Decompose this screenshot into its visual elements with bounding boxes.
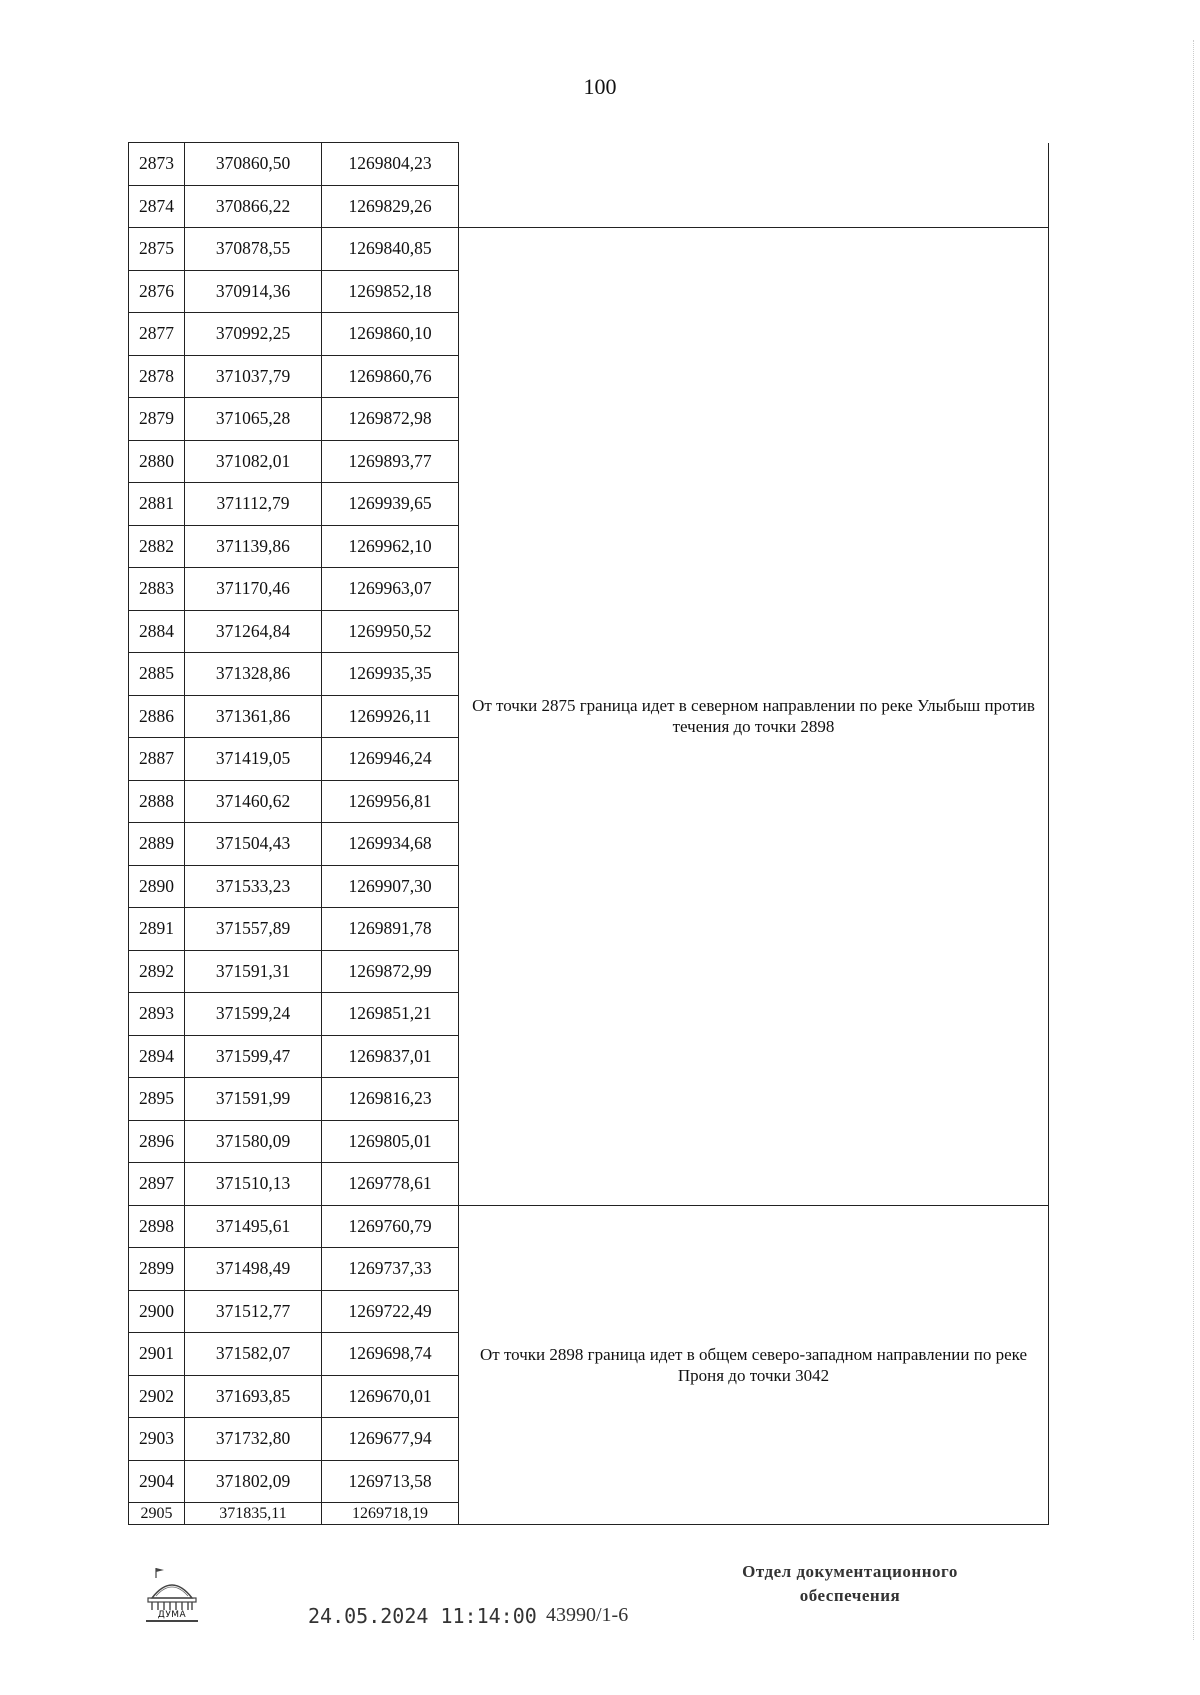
y-coordinate-cell: 1269926,11 [322,695,459,738]
x-coordinate-cell: 370992,25 [185,313,322,356]
point-number-cell: 2900 [129,1290,185,1333]
point-number-cell: 2878 [129,355,185,398]
logo-text: ДУМА [157,1610,187,1620]
x-coordinate-cell: 371580,09 [185,1120,322,1163]
y-coordinate-cell: 1269677,94 [322,1418,459,1461]
y-coordinate-cell: 1269713,58 [322,1460,459,1503]
x-coordinate-cell: 371557,89 [185,908,322,951]
point-number-cell: 2898 [129,1205,185,1248]
point-number-cell: 2905 [129,1503,185,1525]
department-line-1: Отдел документационного [742,1562,958,1581]
x-coordinate-cell: 371495,61 [185,1205,322,1248]
point-number-cell: 2885 [129,653,185,696]
point-number-cell: 2895 [129,1078,185,1121]
x-coordinate-cell: 371591,99 [185,1078,322,1121]
y-coordinate-cell: 1269872,99 [322,950,459,993]
table-row [129,143,1049,186]
point-number-cell: 2901 [129,1333,185,1376]
footer-datetime: 24.05.2024 11:14:00 [308,1604,537,1628]
x-coordinate-cell: 371802,09 [185,1460,322,1503]
coordinates-table [128,142,1049,1525]
y-coordinate-cell: 1269737,33 [322,1248,459,1291]
y-coordinate-cell: 1269778,61 [322,1163,459,1206]
y-coordinate-cell: 1269962,10 [322,525,459,568]
point-number-cell: 2888 [129,780,185,823]
y-coordinate-cell: 1269722,49 [322,1290,459,1333]
point-number-cell: 2896 [129,1120,185,1163]
x-coordinate-cell: 371835,11 [185,1503,322,1525]
x-coordinate-cell: 370878,55 [185,228,322,271]
x-coordinate-cell: 371264,84 [185,610,322,653]
point-number-cell: 2884 [129,610,185,653]
x-coordinate-cell: 371498,49 [185,1248,322,1291]
footer [0,1560,1200,1680]
x-coordinate-cell: 371361,86 [185,695,322,738]
point-number-cell: 2890 [129,865,185,908]
x-coordinate-cell: 371591,31 [185,950,322,993]
y-coordinate-cell: 1269891,78 [322,908,459,951]
boundary-description-cell [459,143,1049,228]
y-coordinate-cell: 1269840,85 [322,228,459,271]
point-number-cell: 2891 [129,908,185,951]
y-coordinate-cell: 1269934,68 [322,823,459,866]
point-number-cell: 2875 [129,228,185,271]
x-coordinate-cell: 370866,22 [185,185,322,228]
x-coordinate-cell: 370860,50 [185,143,322,186]
x-coordinate-cell: 371037,79 [185,355,322,398]
y-coordinate-cell: 1269956,81 [322,780,459,823]
boundary-description-cell: От точки 2875 граница идет в северном направлении по реке Улыбыш против течения до точки 2898 [459,228,1049,1206]
x-coordinate-cell: 371328,86 [185,653,322,696]
y-coordinate-cell: 1269805,01 [322,1120,459,1163]
point-number-cell: 2893 [129,993,185,1036]
x-coordinate-cell: 371533,23 [185,865,322,908]
y-coordinate-cell: 1269760,79 [322,1205,459,1248]
point-number-cell: 2886 [129,695,185,738]
y-coordinate-cell: 1269804,23 [322,143,459,186]
point-number-cell: 2889 [129,823,185,866]
y-coordinate-cell: 1269872,98 [322,398,459,441]
x-coordinate-cell: 371065,28 [185,398,322,441]
x-coordinate-cell: 371419,05 [185,738,322,781]
x-coordinate-cell: 371599,24 [185,993,322,1036]
y-coordinate-cell: 1269963,07 [322,568,459,611]
y-coordinate-cell: 1269837,01 [322,1035,459,1078]
x-coordinate-cell: 371693,85 [185,1375,322,1418]
x-coordinate-cell: 371599,47 [185,1035,322,1078]
x-coordinate-cell: 371582,07 [185,1333,322,1376]
y-coordinate-cell: 1269829,26 [322,185,459,228]
table-row [129,228,1049,271]
x-coordinate-cell: 371732,80 [185,1418,322,1461]
boundary-description-cell: От точки 2898 граница идет в общем северо-западном направлении по реке Проня до точки 3042 [459,1205,1049,1525]
y-coordinate-cell: 1269718,19 [322,1503,459,1525]
point-number-cell: 2897 [129,1163,185,1206]
point-number-cell: 2902 [129,1375,185,1418]
point-number-cell: 2899 [129,1248,185,1291]
x-coordinate-cell: 371504,43 [185,823,322,866]
y-coordinate-cell: 1269893,77 [322,440,459,483]
point-number-cell: 2880 [129,440,185,483]
x-coordinate-cell: 371139,86 [185,525,322,568]
y-coordinate-cell: 1269946,24 [322,738,459,781]
duma-logo [142,1566,202,1624]
point-number-cell: 2881 [129,483,185,526]
table-row [129,1205,1049,1248]
point-number-cell: 2879 [129,398,185,441]
x-coordinate-cell: 371512,77 [185,1290,322,1333]
point-number-cell: 2883 [129,568,185,611]
point-number-cell: 2887 [129,738,185,781]
department-stamp [690,1560,1010,1608]
y-coordinate-cell: 1269860,76 [322,355,459,398]
x-coordinate-cell: 370914,36 [185,270,322,313]
y-coordinate-cell: 1269935,35 [322,653,459,696]
y-coordinate-cell: 1269939,65 [322,483,459,526]
x-coordinate-cell: 371510,13 [185,1163,322,1206]
department-line-2: обеспечения [799,1586,901,1605]
y-coordinate-cell: 1269860,10 [322,313,459,356]
y-coordinate-cell: 1269907,30 [322,865,459,908]
point-number-cell: 2904 [129,1460,185,1503]
y-coordinate-cell: 1269816,23 [322,1078,459,1121]
x-coordinate-cell: 371112,79 [185,483,322,526]
y-coordinate-cell: 1269698,74 [322,1333,459,1376]
footer-doc-number: 43990/1-6 [546,1604,629,1626]
page-number: 100 [583,74,617,99]
y-coordinate-cell: 1269852,18 [322,270,459,313]
point-number-cell: 2892 [129,950,185,993]
point-number-cell: 2903 [129,1418,185,1461]
point-number-cell: 2874 [129,185,185,228]
x-coordinate-cell: 371460,62 [185,780,322,823]
point-number-cell: 2894 [129,1035,185,1078]
x-coordinate-cell: 371170,46 [185,568,322,611]
point-number-cell: 2873 [129,143,185,186]
scan-edge-artifact [1193,40,1200,1640]
point-number-cell: 2876 [129,270,185,313]
x-coordinate-cell: 371082,01 [185,440,322,483]
y-coordinate-cell: 1269950,52 [322,610,459,653]
point-number-cell: 2882 [129,525,185,568]
y-coordinate-cell: 1269670,01 [322,1375,459,1418]
y-coordinate-cell: 1269851,21 [322,993,459,1036]
point-number-cell: 2877 [129,313,185,356]
